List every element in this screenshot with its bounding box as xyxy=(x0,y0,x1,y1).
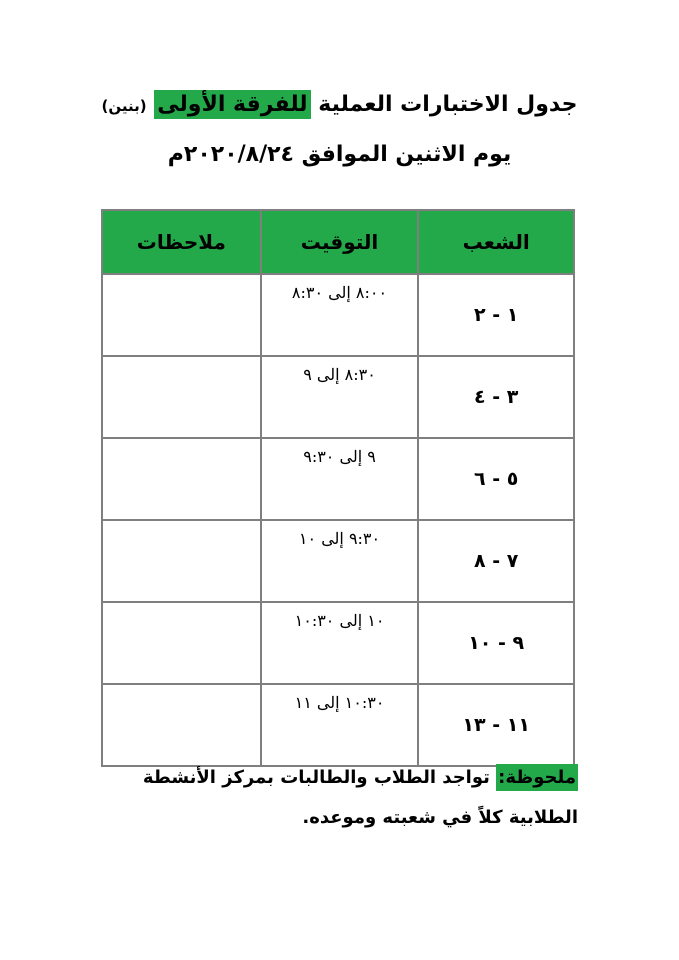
notes-cell xyxy=(102,602,261,684)
time-cell: ٩ إلى ٩:٣٠ xyxy=(261,438,419,520)
table-header-row xyxy=(102,210,574,274)
time-cell: ١٠ إلى ١٠:٣٠ xyxy=(261,602,419,684)
notes-cell xyxy=(102,438,261,520)
footnote-text: تواجد الطلاب والطالبات بمركز الأنشطة الطلابية كلاً في شعبته وموعده. xyxy=(142,767,578,828)
notes-cell xyxy=(102,684,261,766)
time-cell: ٨:٠٠ إلى ٨:٣٠ xyxy=(261,274,419,356)
time-cell: ١٠:٣٠ إلى ١١ xyxy=(261,684,419,766)
notes-cell xyxy=(102,520,261,602)
title-paren: (بنين) xyxy=(101,97,147,115)
table-row xyxy=(102,602,574,684)
section-cell: ٧ - ٨ xyxy=(418,520,574,602)
table-row xyxy=(102,274,574,356)
footnote-label: ملحوظة: xyxy=(496,764,578,791)
footnote xyxy=(108,758,578,838)
section-cell: ١١ - ١٣ xyxy=(418,684,574,766)
column-header-sections: الشعب xyxy=(418,210,574,274)
column-header-time: التوقيت xyxy=(261,210,419,274)
table-row xyxy=(102,438,574,520)
schedule-table xyxy=(101,209,575,767)
notes-cell xyxy=(102,356,261,438)
title-highlight: للفرقة الأولى xyxy=(154,90,310,119)
time-cell: ٩:٣٠ إلى ١٠ xyxy=(261,520,419,602)
time-cell: ٨:٣٠ إلى ٩ xyxy=(261,356,419,438)
table-row xyxy=(102,356,574,438)
page-title xyxy=(0,88,679,123)
section-cell: ٣ - ٤ xyxy=(418,356,574,438)
section-cell: ٩ - ١٠ xyxy=(418,602,574,684)
table-row xyxy=(102,520,574,602)
table-row xyxy=(102,684,574,766)
column-header-notes: ملاحظات xyxy=(102,210,261,274)
notes-cell xyxy=(102,274,261,356)
section-cell: ٥ - ٦ xyxy=(418,438,574,520)
title-main: جدول الاختبارات العملية xyxy=(318,92,578,117)
section-cell: ١ - ٢ xyxy=(418,274,574,356)
page-subtitle: يوم الاثنين الموافق ٢٠٢٠/٨/٢٤م xyxy=(167,142,512,167)
